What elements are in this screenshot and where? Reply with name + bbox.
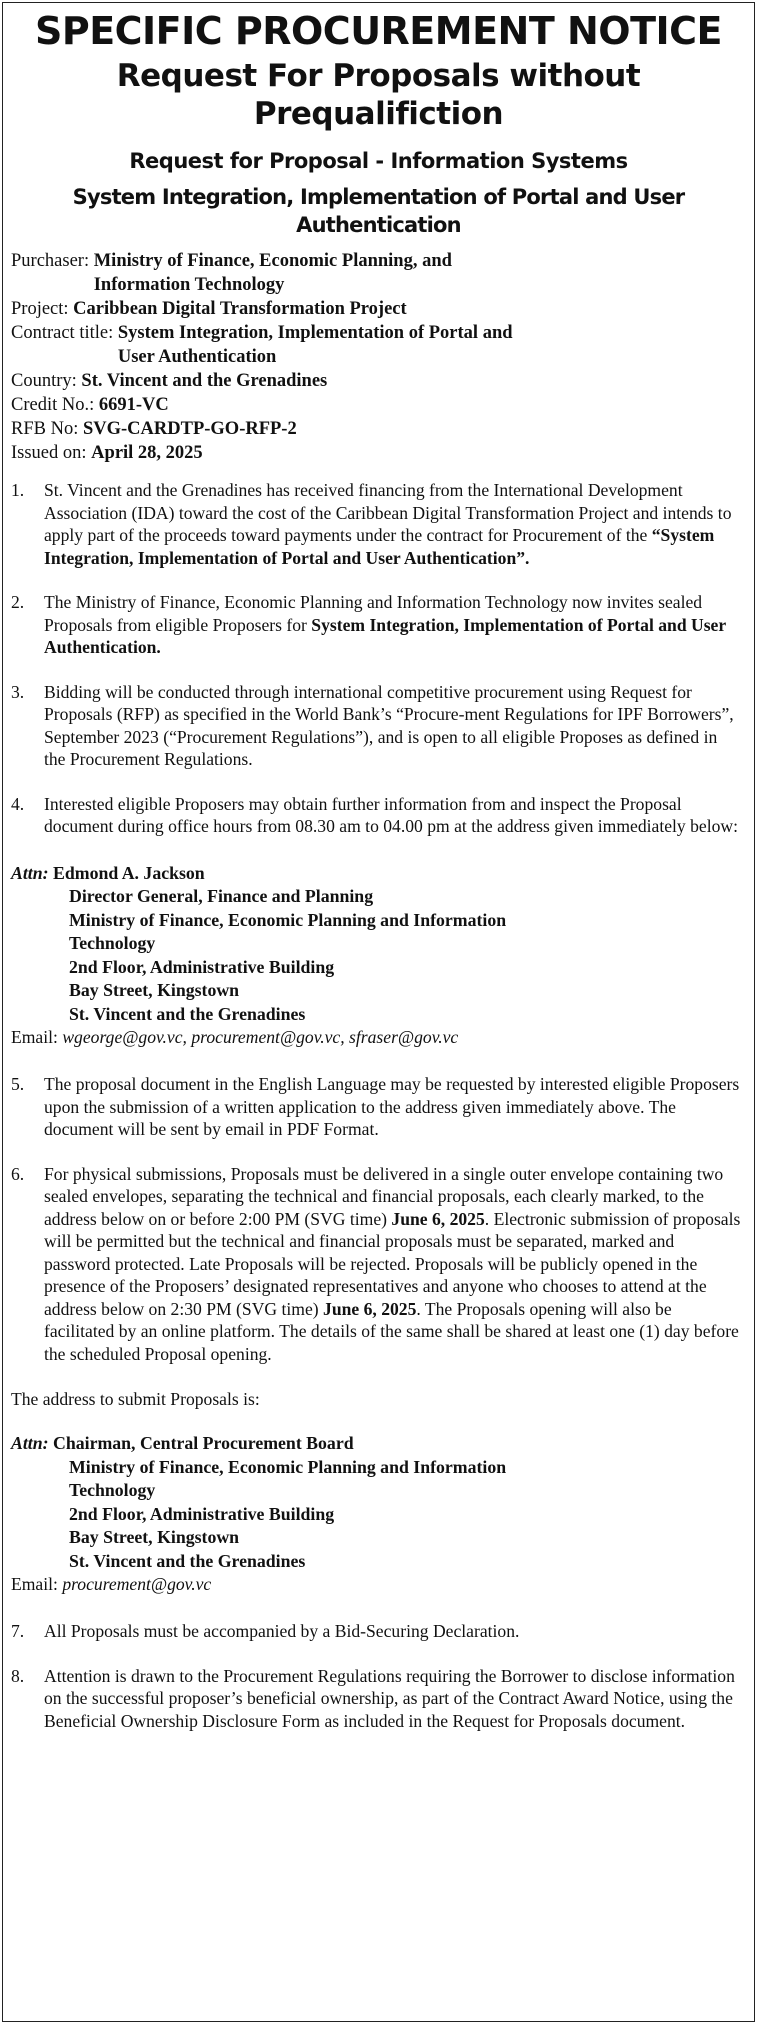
- paragraph-text: The proposal document in the English Language may be requested by interested eligible Proposers upon the submission of a written application to the address given immediately above. The document will be sent by email in PDF Format.: [44, 1074, 740, 1139]
- contract-value: [118, 321, 513, 369]
- paragraph-body: St. Vincent and the Grenadines has received financing from the International Development Association (IDA) toward the cost of the Caribbean Digital Transformation Project and intends to apply part of the proceeds toward payments under the contract for Procurement of the: [44, 480, 732, 545]
- paragraph-2: [11, 591, 742, 659]
- paragraph-body: . Electronic submission of proposals will be permitted but the technical and financial proposals must be separated, marked and password protected. Late Proposals will be rejected. Proposals will be publicly opened in the presence of the Proposers’ designated representatives and anyone who chooses to attend at the address below on 2:30 PM (SVG time): [44, 1208, 741, 1319]
- notice-title: SPECIFIC PROCUREMENT NOTICE: [34, 9, 723, 53]
- paragraph-3: [11, 681, 742, 771]
- project-label: Project:: [11, 299, 74, 319]
- notice-metadata: [11, 249, 754, 465]
- submission-email-row: [11, 1573, 754, 1596]
- email-value: procurement@gov.vc: [62, 1574, 212, 1594]
- paragraph-body: For physical submissions, Proposals must be delivered in a single outer envelope containing two sealed envelopes, separating the technical and financial proposals, each clearly marked, to the address below on or before 2:00 PM (SVG time): [44, 1163, 724, 1229]
- issued-row: [11, 441, 754, 465]
- paragraph-5: [11, 1073, 742, 1141]
- paragraph-body: . The Proposals opening will also be facilitated by an online platform. The details of the same shall be shared at least one (1) day before the scheduled Proposal opening.: [44, 1298, 739, 1364]
- issued-value: April 28, 2025: [91, 443, 203, 463]
- paragraph-1: [11, 479, 742, 569]
- attn-label: Attn:: [11, 1433, 49, 1453]
- deadline-date: June 6, 2025: [391, 1208, 485, 1229]
- credit-label: Credit No.:: [11, 395, 99, 415]
- notice-page: [2, 2, 755, 2022]
- address-line: Technology: [69, 933, 156, 953]
- paragraph-text: Bidding will be conducted through international competitive procurement using Request for Proposals (RFP) as specified in the World Bank’s “Procure-ment Regulations for IPF Borrowers”, September 2023 (“Procurement Regulations”), and is open to all eligible Proposes as defined in the Procurement Regulations.: [44, 681, 734, 769]
- address-line: Bay Street, Kingstown: [69, 1527, 240, 1547]
- paragraph-body: The Ministry of Finance, Economic Planning and Information Technology now invites sealed Proposals from eligible Proposers for: [44, 592, 703, 635]
- address-line: St. Vincent and the Grenadines: [69, 1550, 306, 1571]
- credit-row: [11, 393, 754, 417]
- address-line: Bay Street, Kingstown: [69, 980, 240, 1000]
- paragraph-6: [11, 1163, 742, 1366]
- paragraph-number: 3.: [11, 681, 25, 702]
- paragraph-number: 2.: [11, 592, 25, 612]
- address-intro: The address to submit Proposals is:: [11, 1389, 260, 1409]
- address-line: St. Vincent and the Grenadines: [69, 1003, 306, 1024]
- paragraph-number: 8.: [11, 1665, 25, 1686]
- rfb-row: [11, 417, 754, 441]
- attn-name: Edmond A. Jackson: [48, 862, 205, 883]
- email-value: wgeorge@gov.vc, procurement@gov.vc, sfraser@gov.vc: [62, 1027, 459, 1047]
- rfp-type-line: Request for Proposal - Information Systems: [129, 149, 628, 173]
- submission-address-block: [11, 1432, 754, 1573]
- credit-value: 6691-VC: [98, 395, 169, 415]
- purchaser-label: Purchaser:: [11, 251, 94, 271]
- country-row: [11, 369, 754, 393]
- attn-name: Chairman, Central Procurement Board: [48, 1433, 354, 1453]
- paragraph-4: [11, 793, 742, 838]
- address-line: Ministry of Finance, Economic Planning and Information: [69, 1456, 507, 1477]
- address-line: Technology: [69, 1480, 156, 1500]
- attn-line: [11, 862, 754, 886]
- attn-label: Attn:: [11, 862, 49, 883]
- paragraph-7: [11, 1620, 742, 1643]
- rfb-value: SVG-CARDTP-GO-RFP-2: [82, 419, 297, 439]
- paragraph-bold: “System Integration, Implementation of Portal and User Authentication”.: [44, 525, 715, 568]
- contract-row: [11, 321, 754, 369]
- contact-email-row: [11, 1026, 754, 1049]
- paragraph-text: [44, 1163, 742, 1366]
- contract-label: Contract title:: [11, 323, 118, 343]
- address-line: Director General, Finance and Planning: [69, 886, 374, 906]
- address-line: 2nd Floor, Administrative Building: [69, 1503, 335, 1524]
- paragraph-bold: System Integration, Implementation of Portal and User Authentication.: [44, 614, 726, 657]
- paragraph-text: Interested eligible Proposers may obtain further information from and inspect the Proposal document during office hours from 08.30 am to 04.00 pm at the address given immediately below:: [44, 793, 738, 836]
- purchaser-value: [94, 249, 452, 297]
- address-line: Ministry of Finance, Economic Planning and Information: [69, 909, 507, 930]
- project-row: [11, 297, 754, 321]
- issued-label: Issued on:: [11, 443, 92, 463]
- opening-date: June 6, 2025: [323, 1298, 417, 1319]
- rfb-label: RFB No:: [11, 419, 83, 439]
- paragraph-number: 6.: [11, 1163, 25, 1184]
- country-value: St. Vincent and the Grenadines: [81, 371, 328, 391]
- address-line: 2nd Floor, Administrative Building: [69, 956, 335, 977]
- paragraph-text: All Proposals must be accompanied by a Bid-Securing Declaration.: [44, 1621, 520, 1641]
- paragraph-8: [11, 1665, 742, 1733]
- notice-subtitle: Request For Proposals without Prequalifiction: [116, 58, 641, 132]
- paragraph-text: [44, 479, 742, 569]
- country-label: Country:: [11, 371, 82, 391]
- paragraph-number: 7.: [11, 1621, 25, 1641]
- contract-line-1: System Integration, Implementation of Portal and: [117, 323, 513, 343]
- paragraph-number: 4.: [11, 793, 25, 814]
- purchaser-line-1: Ministry of Finance, Economic Planning, and: [93, 251, 452, 271]
- system-title-line: System Integration, Implementation of Portal and User Authentication: [72, 185, 685, 237]
- paragraph-text: [44, 591, 742, 659]
- email-label: Email:: [11, 1574, 63, 1594]
- paragraph-number: 1.: [11, 480, 25, 500]
- contact-address-block: [11, 862, 754, 1027]
- project-value: Caribbean Digital Transformation Project: [73, 299, 407, 319]
- contract-line-2: User Authentication: [117, 347, 277, 367]
- attn-line: [11, 1432, 754, 1456]
- paragraph-number: 5.: [11, 1074, 25, 1094]
- purchaser-line-2: Information Technology: [93, 275, 285, 295]
- paragraph-text: Attention is drawn to the Procurement Regulations requiring the Borrower to disclose information on the successful proposer’s beneficial ownership, as part of the Contract Award Notice, using the Beneficial Ownership Disclosure Form as included in the Request for Proposals document.: [44, 1665, 735, 1731]
- purchaser-row: [11, 249, 754, 297]
- email-label: Email:: [11, 1027, 63, 1047]
